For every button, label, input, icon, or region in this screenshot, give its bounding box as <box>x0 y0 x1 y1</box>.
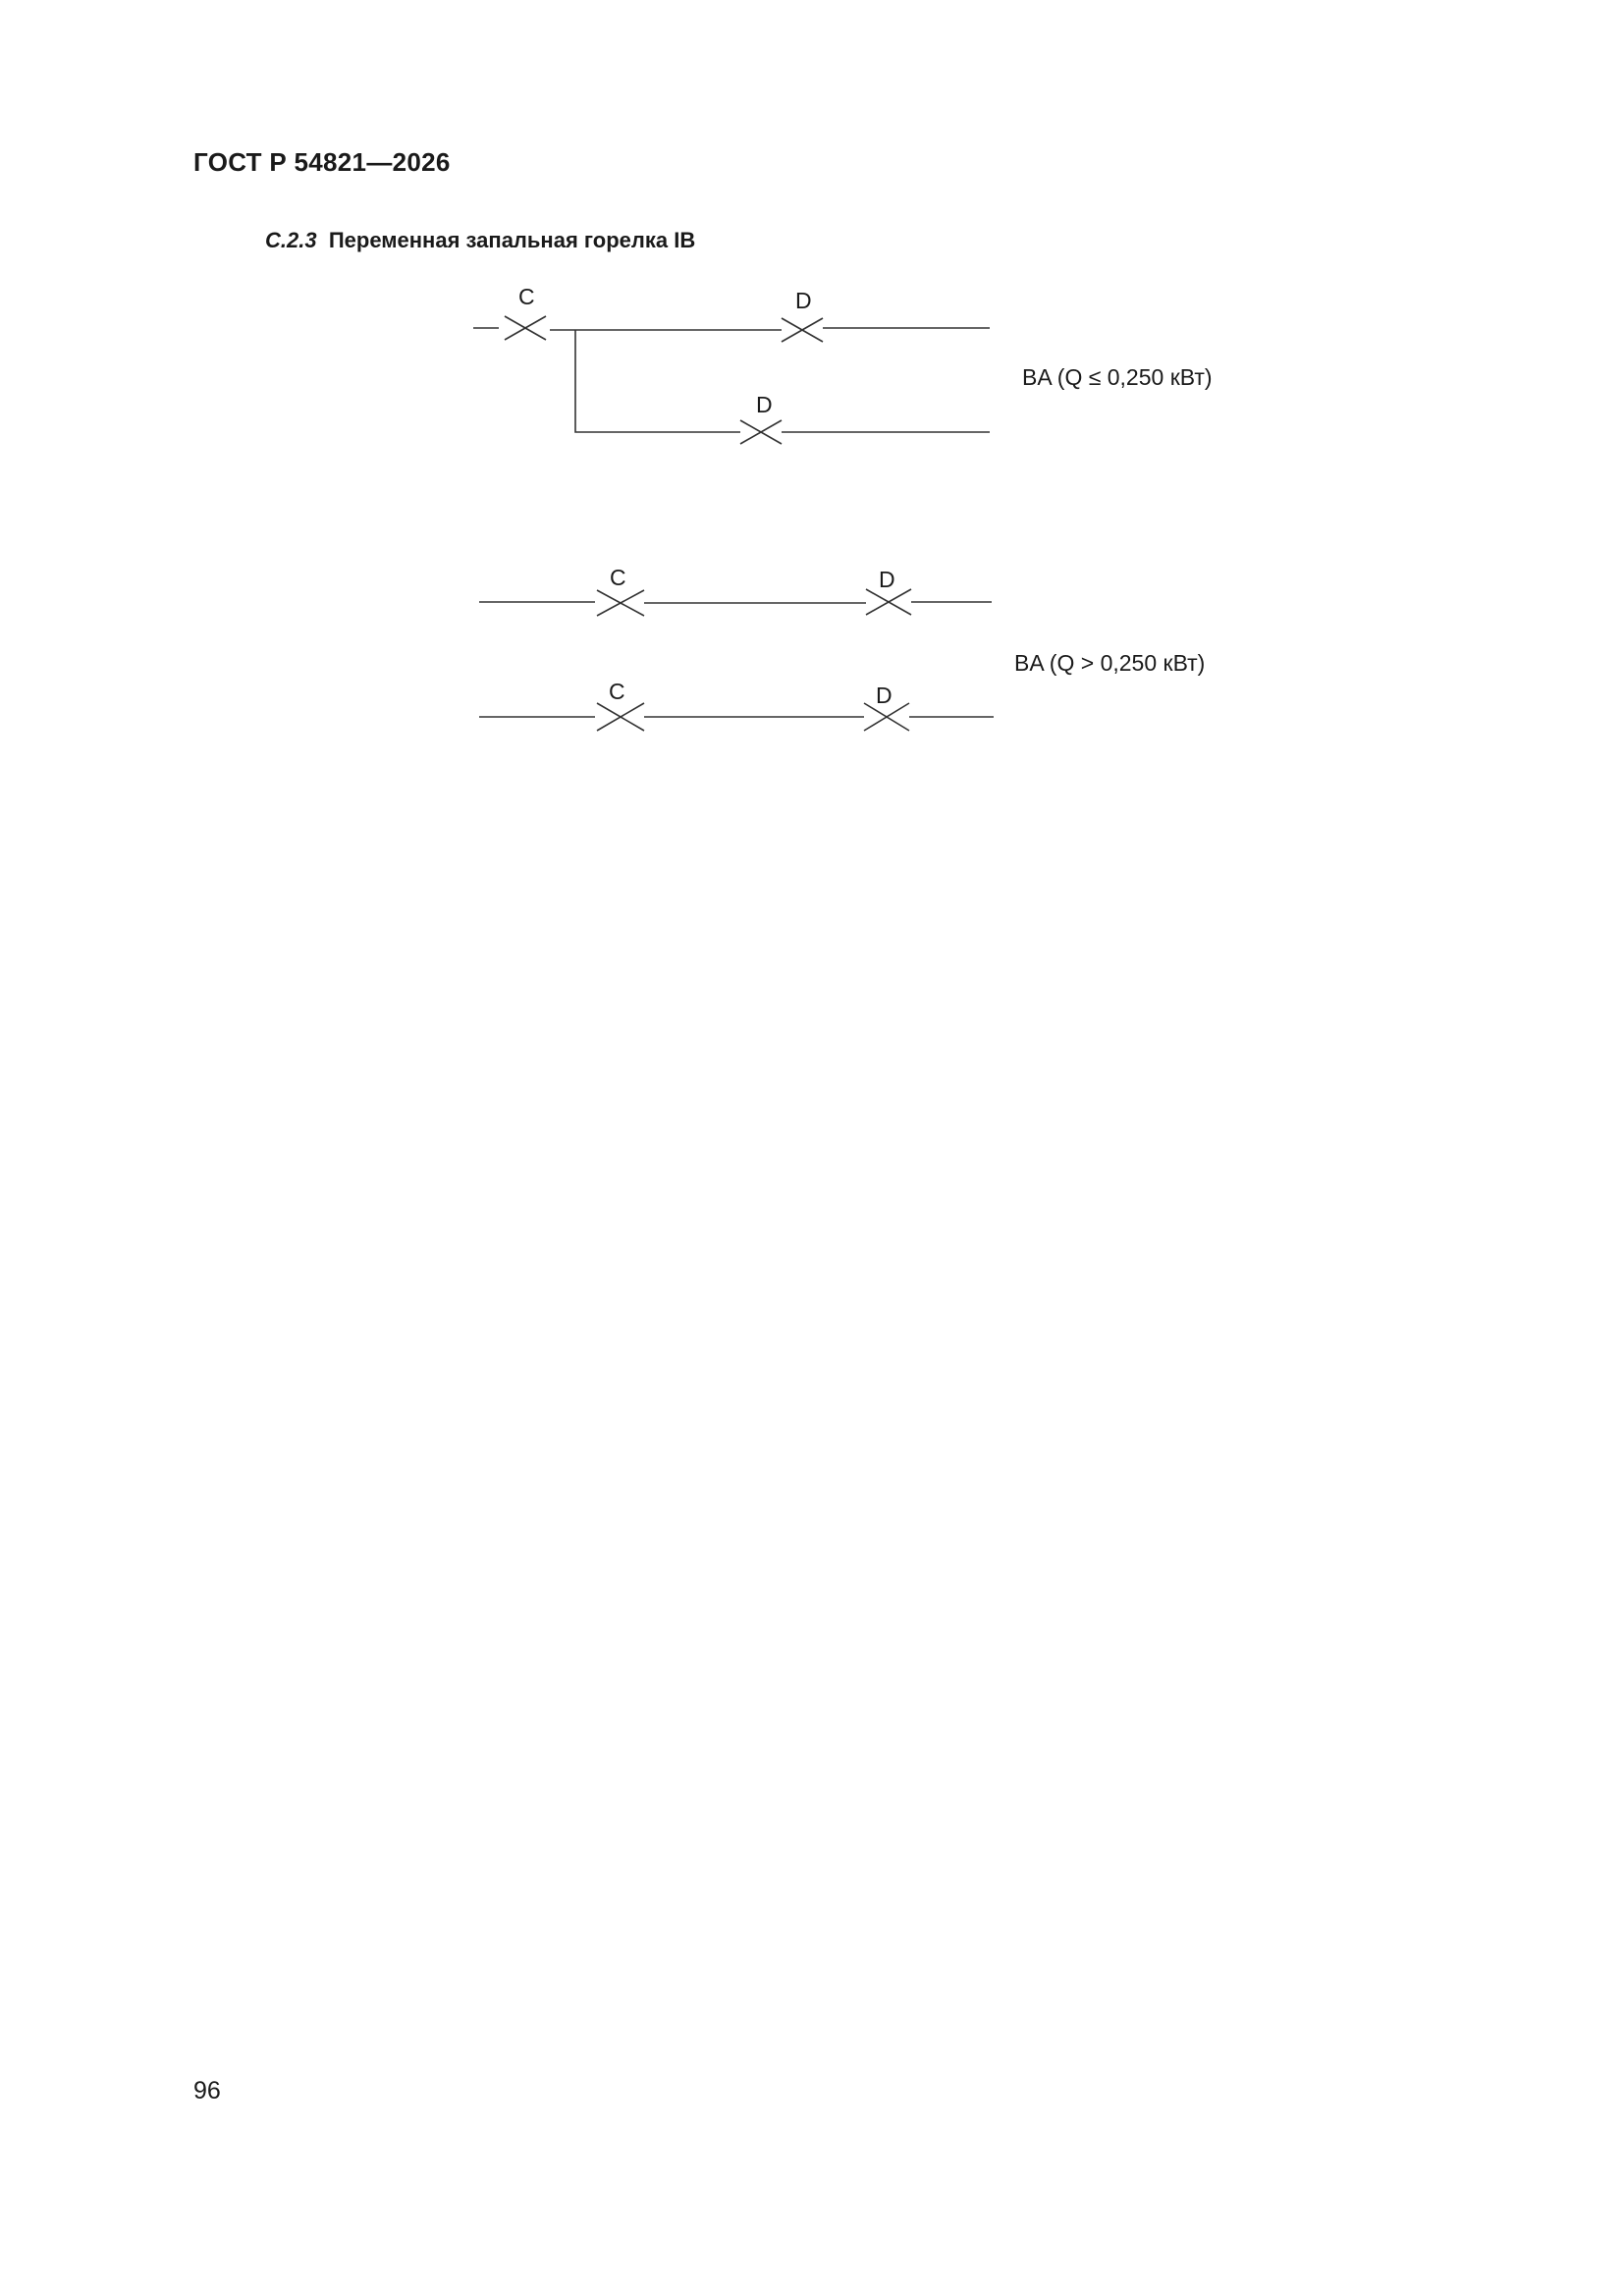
valve-d-upper-symbol <box>782 318 823 342</box>
valve-group-high-power <box>479 565 1205 731</box>
row1-valve-c-label: C <box>610 565 626 590</box>
document-header: ГОСТ Р 54821—2026 <box>193 147 451 177</box>
valve-d-upper-label: D <box>795 288 812 313</box>
row1-valve-d-symbol <box>866 589 911 615</box>
section-number: С.2.3 <box>265 228 317 252</box>
low-power-label: BA (Q ≤ 0,250 кВт) <box>1022 364 1213 390</box>
lower-branch-pipe <box>575 330 740 432</box>
valve-c-symbol <box>505 316 546 340</box>
row2-valve-c-label: C <box>609 679 625 704</box>
high-power-label: BA (Q > 0,250 кВт) <box>1014 650 1206 676</box>
valve-d-lower-symbol <box>740 420 782 444</box>
valve-d-lower-label: D <box>756 392 773 417</box>
row2-valve-d-label: D <box>876 683 893 708</box>
row1-valve-c-symbol <box>597 590 644 616</box>
row2-valve-c-symbol <box>597 703 644 731</box>
page-number: 96 <box>193 2077 221 2105</box>
row1-valve-d-label: D <box>879 567 895 592</box>
valve-c-label: C <box>518 284 535 309</box>
section-title-text: Переменная запальная горелка IB <box>328 228 696 252</box>
valve-group-low-power <box>473 284 1213 444</box>
